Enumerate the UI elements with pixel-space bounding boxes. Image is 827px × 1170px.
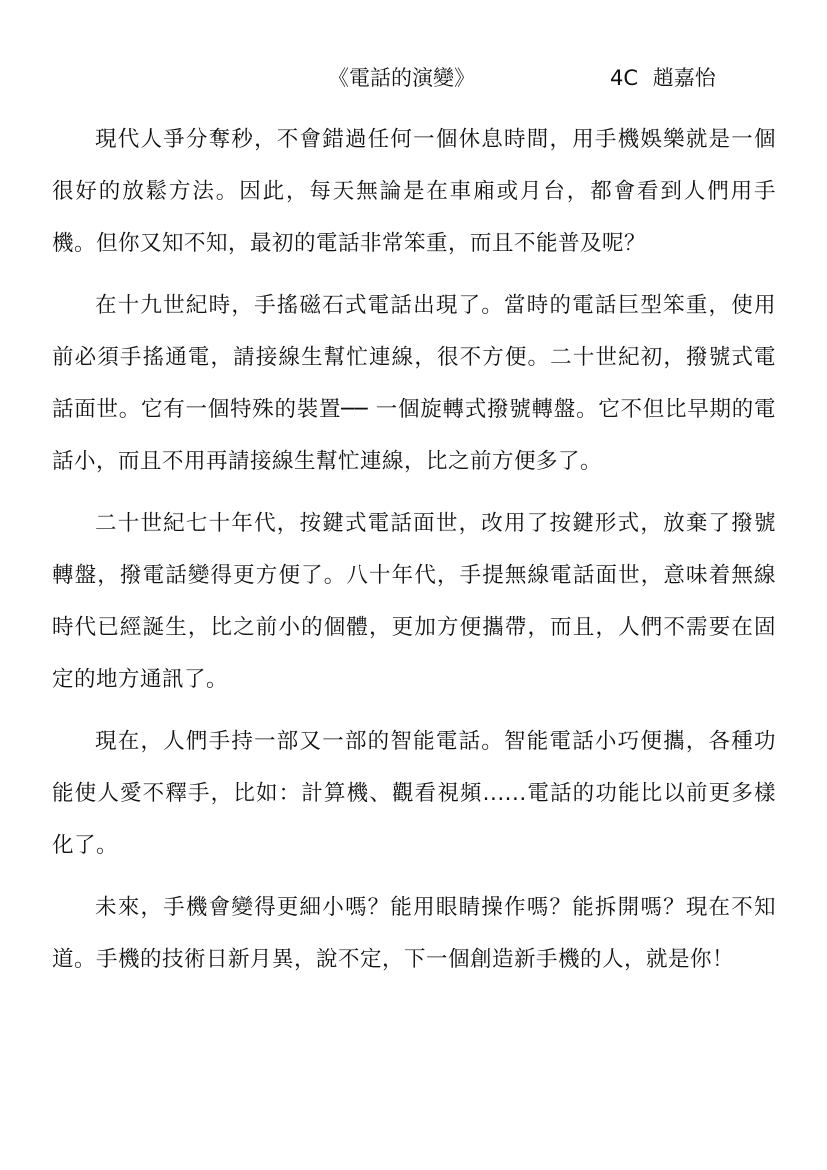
paragraph-19th-century: 在十九世紀時，手搖磁石式電話出現了。當時的電話巨型笨重，使用前必須手搖通電，請接線生幫忙連線，很不方便。二十世紀初，撥號式電話面世。它有一個特殊的裝置── 一個旋轉式撥號轉盤。它不但比早期的電話小，而且不用再請接線生幫忙連線，比之前方便多了。 [52,293,776,474]
document-body [52,114,776,996]
paragraph-future: 未來，手機會變得更細小嗎？能用眼睛操作嗎？能拆開嗎？現在不知道。手機的技術日新月異，說不定，下一個創造新手機的人，就是你！ [52,895,776,972]
paragraph-present: 現在，人們手持一部又一部的智能電話。智能電話小巧便攜，各種功能使人愛不釋手，比如：計算機、觀看視頻......電話的功能比以前更多樣化了。 [52,729,776,858]
paragraph-1970s: 二十世紀七十年代，按鍵式電話面世，改用了按鍵形式，放棄了撥號轉盤，撥電話變得更方便了。八十年代，手提無線電話面世，意味着無線時代已經誕生，比之前小的個體，更加方便攜帶，而且，人們不需要在固定的地方通訊了。 [52,511,776,692]
document-title: 《電話的演變》 [328,66,475,90]
document-header [0,60,827,96]
paragraph-intro: 現代人爭分奪秒，不會錯過任何一個休息時間，用手機娛樂就是一個很好的放鬆方法。因此，每天無論是在車廂或月台，都會看到人們用手機。但你又知不知，最初的電話非常笨重，而且不能普及呢？ [52,127,776,256]
author-label: 4C 趙嘉怡 [610,66,716,90]
